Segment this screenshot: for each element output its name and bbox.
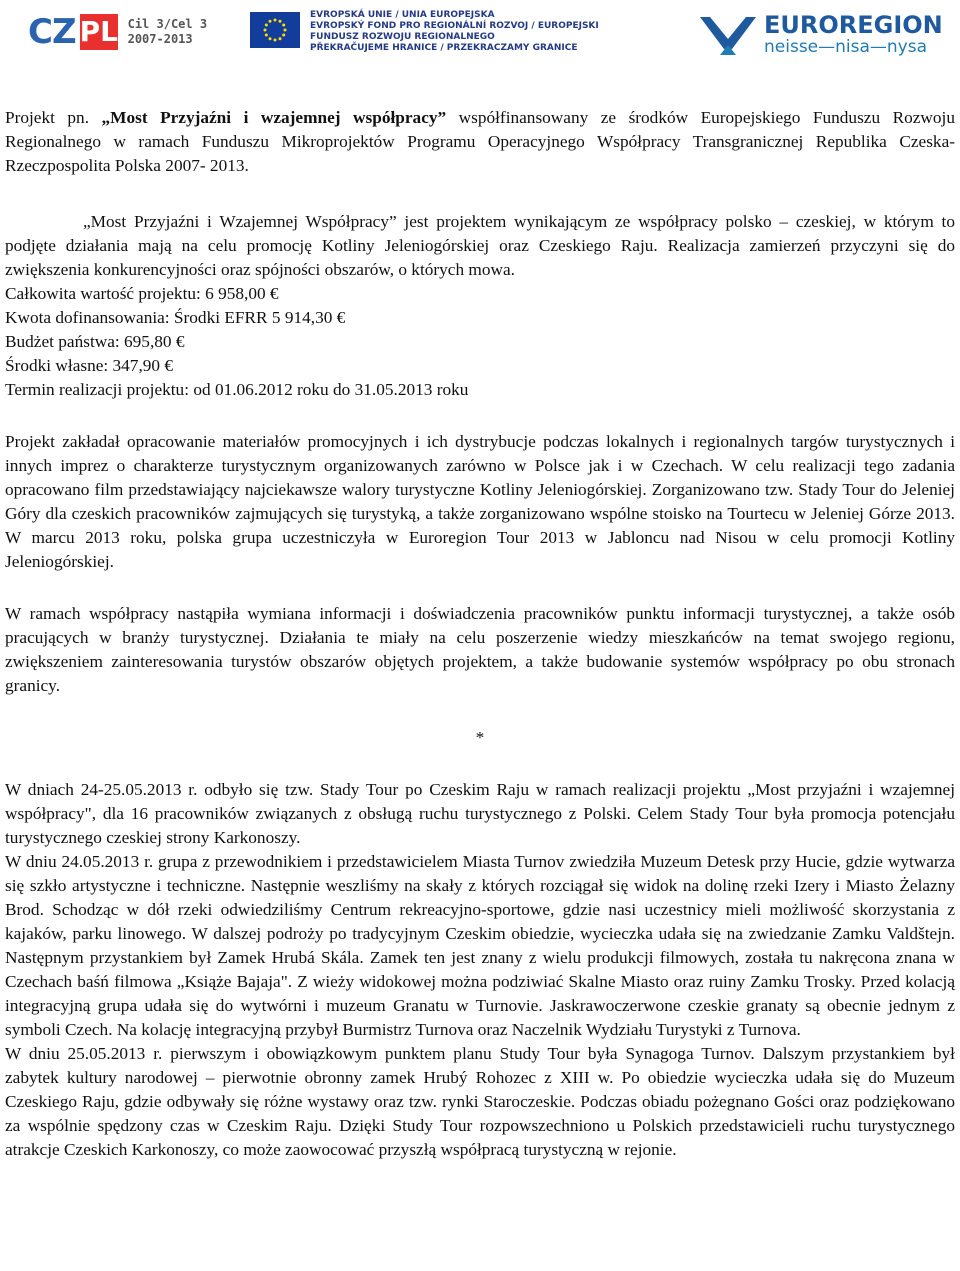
project-title: „Most Przyjaźni i wzajemnej współpracy” — [101, 108, 447, 127]
paragraph-materials: Projekt zakładał opracowanie materiałów promocyjnych i ich dystrybucje podczas lokalnych i regionalnych targów turystycznych i innych imprez o charakterze turystycznym organizowanych zarówno w Polsce jak i w Czechach. W celu realizacji tego zadania opracowano film przedstawiający najciekawsze walory turystyczne Kotliny Jeleniogórskiej. Zorganizowano tzw. Stady Tour do Jeleniej Góry dla czeskich pracowników zajmujących się turystyką, a także zorganizowano wspólne stoisko na Tourtecu w Jeleniej Górze 2013. W marcu 2013 roku, polska grupa uczestniczyła w Euroregion Tour 2013 w Jabloncu nad Nisou w celu promocji Kotliny Jeleniogórskiej. — [5, 432, 955, 571]
total-value: Całkowita wartość projektu: 6 958,00 € — [5, 284, 279, 303]
paragraph-cooperation: W ramach współpracy nastąpiła wymiana informacji i doświadczenia pracowników punktu informacji turystycznej, a także osób pracujących w branży turystycznej. Działania te miały na celu poszerzenie wiedzy mieszkańców na temat swojego regionu, zwiększeniem zainteresowania turystów obszarów objętych projektem, a także budowanie systemów współpracy po obu stronach granicy. — [5, 604, 955, 695]
study-tour-intro: W dniach 24-25.05.2013 r. odbyło się tzw. Stady Tour po Czeskim Raju w ramach realizacji projektu „Most przyjaźni i wzajemnej współpracy", dla 16 pracowników związanych z obsługą ruchu turystycznego z Polski. Celem Stady Tour była promocja potencjału turystycznego czeskiej strony Karkonoszy. — [5, 780, 955, 847]
own-funds-value: Środki własne: 347,90 € — [5, 356, 174, 375]
euroregion-logo — [700, 10, 943, 60]
intro-paragraph — [5, 106, 955, 178]
czpl-goal-line1: Cil 3/Cel 3 — [127, 17, 208, 31]
euroregion-name — [764, 13, 943, 57]
header-logos — [0, 0, 960, 72]
eu-line1: EVROPSKÁ UNIE / UNIA EUROPEJSKA — [310, 10, 495, 20]
term-label: Termin realizacji projektu: — [5, 380, 190, 399]
document-body — [5, 106, 955, 1162]
intro-prefix: Projekt pn. — [5, 108, 102, 127]
section-separator: * — [475, 728, 485, 747]
intro-suffix: współfinansowany ze środków Europejskiego Funduszu Rozwoju Regionalnego w ramach Funduszu Mikroprojektów Programu Operacyjnego Współpracy Transgranicznej Republika Czeska- Rzeczpospolita Polska 2007- 2013. — [5, 108, 955, 175]
euroregion-subtitle: neisse—nisa—nysa — [764, 37, 928, 57]
term-value: od 01.06.2012 roku do 31.05.2013 roku — [189, 380, 469, 399]
eu-texts — [310, 10, 620, 54]
study-tour-day2: W dniu 25.05.2013 r. pierwszym i obowiązkowym punktem planu Study Tour była Synagoga Turnov. Dalszym przystankiem był zabytek kultury narodowej – pierwotnie obronny zamek Hrubý Rohozec z XIII w. Po obiedzie wycieczka udała się do Muzeum Czeskiego Raju, gdzie odbywały się różne wystawy oraz tzw. rynki Staroczeskie. Podczas obiadu pożegnano Gości oraz podziękowano za wspólnie spędzony czas w Czeskim Raju. Dzięki Study Tour rozpowszechniono u Polskich przedstawicieli ruchu turystycznego atrakcje Czeskich Karkonoszy, co może zaowocować przyszłą współpracą turystyczną w rejonie. — [5, 1044, 955, 1159]
study-tour-day1: W dniu 24.05.2013 r. grupa z przewodnikiem i przedstawicielem Miasta Turnov zwiedziła Muzeum Detesk przy Hucie, gdzie wytwarza się szkło artystyczne i techniczne. Następnie weszliśmy na skały z których rozciągał się widok na dolinę rzeki Izery i Miasto Żelazny Brod. Schodząc w dół rzeki odwiedziliśmy Centrum rekreacyjno-sportowe, gdzie nasi uczestnicy mieli możliwość skorzystania z kajaków, parku linowego. W dalszej podroży po tradycyjnym Czeskim obiedzie, wycieczka udała się na zwiedzanie Zamku Valdštejn. Następnym przystankiem był Zamek Hrubá Skála. Zamek ten jest znany z wielu produkcji filmowych, została tu nakręcona znana w Czechach baśń filmowa „Książe Bajaja". Z wieży widokowej można podziwiać Skalne Miasto oraz ruiny Zamku Trosky. Przed kolacją integracyjną grupa udała się do wytwórni i muzeum Granatu w Turnovie. Jaskrawoczerwone czeskie granaty są obecnie jednym z symboli Czech. Na kolację integracyjną przybył Burmistrz Turnova oraz Naczelnik Wydziału Turystyki z Turnova. — [5, 852, 955, 1039]
eu-stars-icon — [250, 12, 300, 48]
czpl-logo — [28, 12, 207, 52]
czpl-goal — [128, 17, 207, 47]
eu-line2: EVROPSKÝ FOND PRO REGIONÁLNÍ ROZVOJ / EUROPEJSKI FUNDUSZ ROZWOJU REGIONALNEGO — [310, 21, 599, 42]
czpl-logo-cz: CZ — [28, 12, 76, 52]
czpl-goal-line2: 2007-2013 — [127, 32, 193, 46]
czpl-logo-pl: PL — [79, 15, 118, 48]
eu-logo — [250, 10, 620, 56]
euroregion-title: EUROREGION — [764, 11, 943, 39]
description-paragraph: „Most Przyjaźni i Wzajemnej Współpracy” jest projektem wynikającym ze współpracy polsko – czeskiej, w którym to podjęte działania mają na celu promocję Kotliny Jeleniogórskiej oraz Czeskiego Raju. Realizacja zamierzeń przyczyni się do zwiększenia konkurencyjności oraz spójności obszarów, o których mowa. — [5, 212, 955, 279]
euroregion-mark-icon — [700, 15, 756, 55]
eu-line3: PŘEKRAČUJEME HRANICE / PRZEKRACZAMY GRANICE — [310, 43, 578, 53]
state-budget-value: Budżet państwa: 695,80 € — [5, 332, 185, 351]
euroregion-chevron-icon — [700, 15, 756, 55]
cofinancing-value: Kwota dofinansowania: Środki EFRR 5 914,30 € — [5, 308, 346, 327]
eu-flag-icon — [250, 12, 300, 48]
term-line — [5, 378, 955, 402]
